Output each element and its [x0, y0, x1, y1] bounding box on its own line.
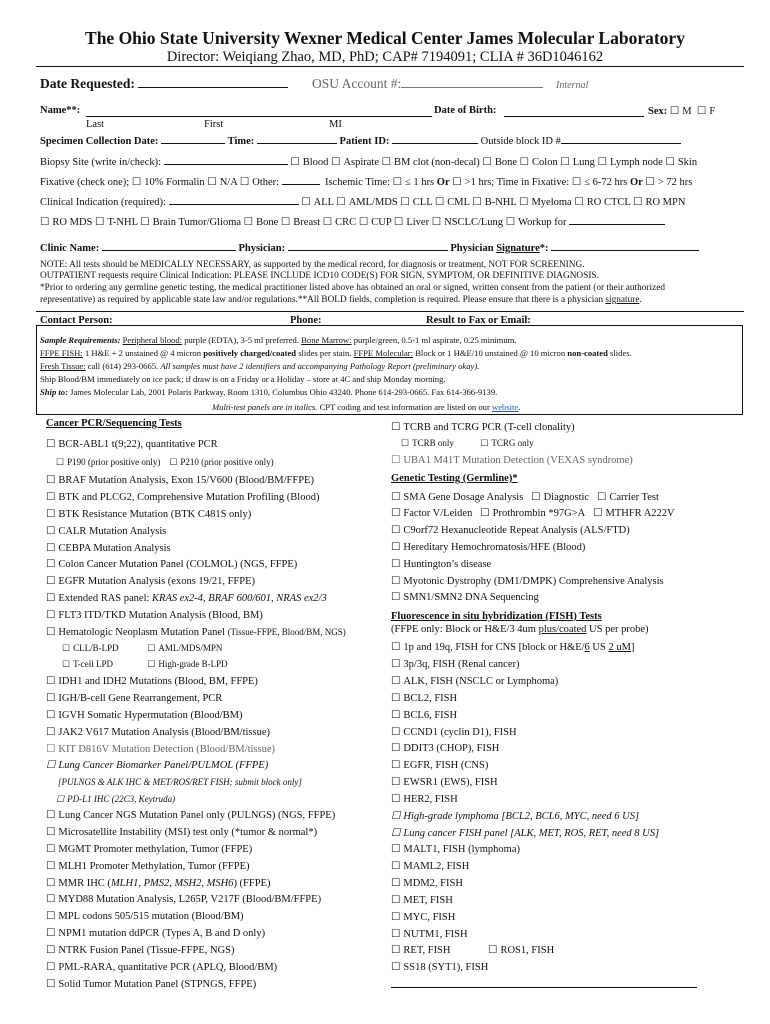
fix-gt72-checkbox[interactable] [645, 177, 657, 188]
outside-block-field[interactable] [561, 133, 681, 144]
clinical-indication-line-2: ☐ RO MDS ☐ T-NHL ☐ Brain Tumor/Glioma ☐ Bone ☐ Breast ☐ CRC ☐ CUP ☐ Liver ☐ NSCLC/Lung ☐ Workup for [40, 214, 665, 228]
test-ewsr1[interactable]: ☐ EWSR1 (EWS), FISH [391, 776, 498, 788]
test-flt3[interactable]: ☐ FLT3 ITD/TKD Mutation Analysis (Blood, BM) [46, 609, 263, 621]
test-lung-fish-panel[interactable]: ☐ Lung cancer FISH panel [ALK, MET, ROS, RET, need 8 US] [391, 827, 659, 839]
req-line-4: Ship Blood/BM immediately on ice pack; if draw is on a Friday or a Holiday – store at 4C and ship Monday morning. [40, 374, 446, 384]
req-line-3: Fresh Tissue: call (614) 293-0665. All samples must have 2 identifiers and accompanying Pathology Report (preliminary okay). [40, 361, 480, 371]
clin-aml-checkbox[interactable] [336, 197, 348, 208]
isch-gt1-checkbox[interactable] [452, 177, 464, 188]
hgb-checkbox[interactable] [147, 659, 158, 669]
physician-field[interactable] [288, 240, 448, 251]
fix-other-checkbox[interactable] [240, 177, 252, 188]
clinical-indication-line: Clinical Indication (required): ☐ ALL ☐ AML/MDS ☐ CLL ☐ CML ☐ B-NHL ☐ Myeloma ☐ RO CTCL ☐ RO MPN [40, 194, 685, 208]
test-extended-ras[interactable]: ☐ Extended RAS panel: KRAS ex2-4, BRAF 600/601, NRAS ex2/3 [46, 592, 327, 604]
test-hfe[interactable]: ☐ Hereditary Hemochromatosis/HFE (Blood) [391, 541, 585, 553]
test-smn[interactable]: ☐ SMN1/SMN2 DNA Sequencing [391, 591, 539, 603]
website-link[interactable]: website [492, 402, 519, 412]
test-huntington[interactable]: ☐ Huntington’s disease [391, 558, 491, 570]
fix-other-field[interactable] [282, 174, 320, 185]
tcell-checkbox[interactable] [62, 659, 73, 669]
test-jak2[interactable]: ☐ JAK2 V617 Mutation Analysis (Blood/BM/tissue) [46, 726, 270, 738]
aml-checkbox[interactable] [147, 643, 158, 653]
note-line-2: OUTPATIENT requests require Clinical Indication: PLEASE INCLUDE ICD10 CODE(S) FOR SIGN, SYMPTOM, OR DEFINITIVE DIAGNOSIS. [40, 271, 599, 281]
genetic-testing-heading: Genetic Testing (Germline)* [391, 473, 518, 484]
clin-ro-ctcl-checkbox[interactable] [574, 197, 586, 208]
lab-title: The Ohio State University Wexner Medical Center James Molecular Laboratory [85, 28, 685, 48]
checkbox[interactable] [391, 929, 403, 940]
test-egfr[interactable]: ☐ EGFR Mutation Analysis (exons 19/21, FFPE) [46, 575, 255, 587]
test-colon-panel[interactable]: ☐ Colon Cancer Mutation Panel (COLMOL) (NGS, FFPE) [46, 558, 297, 570]
fixative-line: Fixative (check one); ☐ 10% Formalin ☐ N/A ☐ Other: Ischemic Time: ☐ ≤ 1 hrs Or ☐ >1 hrs; Time in Fixative: ☐ ≤ 6-72 hrs Or ☐ > 72 hrs [40, 174, 692, 188]
clin-all-checkbox[interactable] [301, 197, 313, 208]
ros1-checkbox[interactable] [488, 945, 500, 956]
workup-field[interactable] [569, 214, 665, 225]
test-kit[interactable]: ☐ KIT D816V Mutation Detection (Blood/BM/tissue) [46, 743, 275, 755]
checkbox[interactable] [46, 710, 58, 721]
test-ss18[interactable]: ☐ SS18 (SYT1), FISH [391, 961, 488, 973]
clin-workup-checkbox[interactable] [506, 217, 518, 228]
test-mgmt[interactable]: ☐ MGMT Promoter methylation, Tumor (FFPE) [46, 843, 252, 855]
clin-nsclc-checkbox[interactable] [432, 217, 444, 228]
checkbox[interactable] [391, 455, 403, 466]
test-bcr-abl1[interactable]: ☐ BCR-ABL1 t(9;22), quantitative PCR [46, 438, 218, 450]
clin-tnhl-checkbox[interactable] [95, 217, 107, 228]
checkbox[interactable] [46, 627, 58, 638]
checkbox[interactable] [46, 509, 58, 520]
biopsy-skin-checkbox[interactable] [665, 157, 677, 168]
test-her2[interactable]: ☐ HER2, FISH [391, 793, 458, 805]
checkbox[interactable] [391, 861, 403, 872]
checkbox[interactable] [391, 525, 403, 536]
test-mlh1[interactable]: ☐ MLH1 Promoter Methylation, Tumor (FFPE) [46, 860, 249, 872]
checkbox[interactable] [391, 492, 403, 503]
clin-brain-checkbox[interactable] [140, 217, 152, 228]
test-npm1[interactable]: ☐ NPM1 mutation ddPCR (Types A, B and D only) [46, 927, 265, 939]
test-nutm1[interactable]: ☐ NUTM1, FISH [391, 928, 468, 940]
checkbox[interactable] [391, 508, 403, 519]
checkbox[interactable] [391, 777, 403, 788]
checkbox[interactable] [391, 794, 403, 805]
checkbox[interactable] [391, 912, 403, 923]
checkbox[interactable] [46, 593, 58, 604]
phone-label: Phone: [290, 315, 322, 326]
note-line-4: representative) as required by applicable state law and/or regulations.**All BOLD fields, completion is required. Please ensure that there is a physician signature. [40, 295, 642, 305]
test-sma[interactable]: ☐ SMA Gene Dosage Analysis ☐ Diagnostic ☐ Carrier Test [391, 491, 659, 503]
heme-sub-2: ☐ T-cell LPD ☐ High-grade B-LPD [62, 659, 228, 670]
checkbox[interactable] [46, 844, 58, 855]
clinic-name-field[interactable] [102, 240, 236, 251]
test-malt1[interactable]: ☐ MALT1, FISH (lymphoma) [391, 843, 520, 855]
checkbox[interactable] [391, 811, 403, 822]
checkbox[interactable] [46, 928, 58, 939]
test-myotonic[interactable]: ☐ Myotonic Dystrophy (DM1/DMPK) Comprehensive Analysis [391, 575, 664, 587]
tcrg-only-checkbox[interactable] [480, 438, 491, 448]
test-myd88[interactable]: ☐ MYD88 Mutation Analysis, L265P, V217F (Blood/BM/FFPE) [46, 893, 321, 905]
clin-ro-mds-checkbox[interactable] [40, 217, 52, 228]
internal-label: Internal [556, 80, 589, 91]
req-line-6: Multi-test panels are in italics. CPT coding and test information are listed on our website. [212, 402, 521, 412]
checkbox[interactable] [391, 727, 403, 738]
cll-checkbox[interactable] [62, 643, 73, 653]
checkbox[interactable] [391, 962, 403, 973]
checkbox[interactable] [391, 559, 403, 570]
sex-f-checkbox[interactable] [697, 106, 709, 117]
spec-date-field[interactable] [161, 133, 225, 144]
checkbox[interactable] [46, 693, 58, 704]
test-high-grade-lymphoma[interactable]: ☐ High-grade lymphoma [BCL2, BCL6, MYC, need 6 US] [391, 810, 639, 822]
test-met[interactable]: ☐ MET, FISH [391, 894, 453, 906]
checkbox[interactable] [391, 743, 403, 754]
checkbox[interactable] [46, 492, 58, 503]
test-ccnd1[interactable]: ☐ CCND1 (cyclin D1), FISH [391, 726, 517, 738]
fix-6-72-checkbox[interactable] [572, 177, 584, 188]
osu-account-label: OSU Account #: [312, 76, 543, 92]
checkbox[interactable] [391, 592, 403, 603]
clin-cml-checkbox[interactable] [435, 197, 447, 208]
dob-label: Date of Birth: [434, 105, 497, 116]
test-braf[interactable]: ☐ BRAF Mutation Analysis, Exon 15/V600 (Blood/BM/FFPE) [46, 474, 314, 486]
prothrombin-checkbox[interactable] [480, 508, 492, 519]
mthfr-checkbox[interactable] [593, 508, 605, 519]
osu-account-field[interactable] [401, 77, 543, 88]
checkbox[interactable] [46, 475, 58, 486]
biopsy-bone-checkbox[interactable] [482, 157, 494, 168]
checkbox[interactable] [46, 760, 58, 771]
test-igvh[interactable]: ☐ IGVH Somatic Hypermutation (Blood/BM) [46, 709, 242, 721]
signature-field[interactable] [551, 240, 699, 251]
p210-checkbox[interactable] [169, 457, 180, 467]
contact-person-label: Contact Person: [40, 315, 113, 326]
date-requested-field[interactable] [138, 77, 288, 88]
biopsy-blood-checkbox[interactable] [290, 157, 302, 168]
checkbox[interactable] [391, 828, 403, 839]
clin-ind-field[interactable] [169, 194, 299, 205]
req-line-2: FFPE FISH: 1 H&E + 2 unstained @ 4 micron positively charged/coated slides per stain. FFPE Molecular: Block or 1 H&E/10 unstained @ 10 micron non-coated slides. [40, 348, 632, 358]
checkbox[interactable] [46, 543, 58, 554]
checkbox[interactable] [46, 576, 58, 587]
test-idh[interactable]: ☐ IDH1 and IDH2 Mutations (Blood, BM, FFPE) [46, 675, 258, 687]
fish-heading: Fluorescence in situ hybridization (FISH) Tests [391, 611, 602, 622]
checkbox[interactable] [46, 945, 58, 956]
clin-cll-checkbox[interactable] [400, 197, 412, 208]
dob-field[interactable] [504, 106, 644, 117]
clin-cup-checkbox[interactable] [359, 217, 371, 228]
fix-na-checkbox[interactable] [207, 177, 219, 188]
isch-le1-checkbox[interactable] [393, 177, 405, 188]
checkbox[interactable] [46, 962, 58, 973]
test-mmr-ihc[interactable]: ☐ MMR IHC (MLH1, PMS2, MSH2, MSH6) (FFPE) [46, 877, 271, 889]
test-p190-p210: ☐ P190 (prior positive only) ☐ P210 (prior positive only) [56, 457, 274, 468]
sex-field-group: Sex: ☐ M ☐ F [648, 105, 715, 117]
test-msi[interactable]: ☐ Microsatellite Instability (MSI) test only (*tumor & normal*) [46, 826, 317, 838]
req-line-1: Sample Requirements: Peripheral blood: purple (EDTA), 3-5 ml preferred. Bone Marrow: purple/green, 0.5-1 ml aspirate, 0.25 minimum. [40, 335, 517, 345]
clin-myeloma-checkbox[interactable] [519, 197, 531, 208]
test-bcl2[interactable]: ☐ BCL2, FISH [391, 692, 457, 704]
test-btk-resistance[interactable]: ☐ BTK Resistance Mutation (BTK C481S only) [46, 508, 251, 520]
test-mpl[interactable]: ☐ MPL codons 505/515 mutation (Blood/BM) [46, 910, 244, 922]
fax-email-label: Result to Fax or Email: [426, 315, 531, 326]
fix-formalin-checkbox[interactable] [132, 177, 144, 188]
biopsy-colon-checkbox[interactable] [520, 157, 532, 168]
time-field[interactable] [257, 133, 337, 144]
checkbox[interactable] [46, 744, 58, 755]
p190-checkbox[interactable] [56, 457, 67, 467]
test-bcl6[interactable]: ☐ BCL6, FISH [391, 709, 457, 721]
clin-breast-checkbox[interactable] [281, 217, 293, 228]
checkbox[interactable] [46, 526, 58, 537]
tcr-sub: ☐ TCRB only ☐ TCRG only [401, 438, 534, 449]
sex-m-checkbox[interactable] [670, 106, 682, 117]
checkbox[interactable] [391, 844, 403, 855]
checkbox[interactable] [391, 642, 403, 653]
name-last-hint: Last [86, 119, 105, 130]
clin-liver-checkbox[interactable] [394, 217, 406, 228]
checkbox[interactable] [46, 676, 58, 687]
biopsy-lymph-node-checkbox[interactable] [598, 157, 610, 168]
pulngs-note: [PULNGS & ALK IHC & MET/ROS/RET FISH; submit block only] [58, 777, 302, 787]
test-maml2[interactable]: ☐ MAML2, FISH [391, 860, 469, 872]
checkbox[interactable] [46, 979, 58, 990]
header-rule [36, 66, 744, 67]
test-btk-plcg2[interactable]: ☐ BTK and PLCG2, Comprehensive Mutation Profiling (Blood) [46, 491, 319, 503]
biopsy-site-line: Biopsy Site (write in/check): ☐ Blood ☐ Aspirate ☐ BM clot (non-decal) ☐ Bone ☐ Colon ☐ Lung ☐ Lymph node ☐ Skin [40, 154, 697, 168]
checkbox[interactable] [391, 576, 403, 587]
test-c9orf72[interactable]: ☐ C9orf72 Hexanucleotide Repeat Analysis (ALS/FTD) [391, 524, 630, 536]
test-cebpa[interactable]: ☐ CEBPA Mutation Analysis [46, 542, 171, 554]
checkbox[interactable] [46, 878, 58, 889]
checkbox[interactable] [391, 710, 403, 721]
test-pml-rara[interactable]: ☐ PML-RARA, quantitative PCR (APLQ, Blood/BM) [46, 961, 277, 973]
test-tcrb-tcrg[interactable]: ☐ TCRB and TCRG PCR (T-cell clonality) [391, 421, 575, 433]
biopsy-lung-checkbox[interactable] [560, 157, 572, 168]
checkbox[interactable] [391, 542, 403, 553]
test-egfr-fish[interactable]: ☐ EGFR, FISH (CNS) [391, 759, 488, 771]
test-calr[interactable]: ☐ CALR Mutation Analysis [46, 525, 166, 537]
checkbox[interactable] [391, 422, 403, 433]
test-ret-ros1[interactable]: ☐ RET, FISH ☐ ROS1, FISH [391, 944, 554, 956]
heme-sub-1: ☐ CLL/B-LPD ☐ AML/MDS/MPN [62, 643, 222, 654]
checkbox[interactable] [391, 760, 403, 771]
checkbox[interactable] [46, 861, 58, 872]
test-pdl1[interactable]: ☐ PD-L1 IHC (22C3, Keytruda) [56, 794, 175, 805]
checkbox[interactable] [46, 610, 58, 621]
checkbox[interactable] [46, 810, 58, 821]
checkbox[interactable] [391, 659, 403, 670]
test-mdm2[interactable]: ☐ MDM2, FISH [391, 877, 463, 889]
test-3p3q[interactable]: ☐ 3p/3q, FISH (Renal cancer) [391, 658, 519, 670]
test-factor-v[interactable]: ☐ Factor V/Leiden ☐ Prothrombin *97G>A ☐ MTHFR A222V [391, 507, 675, 519]
checkbox[interactable] [46, 894, 58, 905]
name-field[interactable] [86, 106, 432, 117]
biopsy-bm-clot-checkbox[interactable] [382, 157, 394, 168]
checkbox[interactable] [391, 693, 403, 704]
clin-bone-checkbox[interactable] [244, 217, 256, 228]
test-uba1[interactable]: ☐ UBA1 M41T Mutation Detection (VEXAS syndrome) [391, 454, 633, 466]
test-solid-tumor[interactable]: ☐ Solid Tumor Mutation Panel (STPNGS, FFPE) [46, 978, 256, 990]
clin-crc-checkbox[interactable] [323, 217, 335, 228]
patient-id-field[interactable] [392, 133, 478, 144]
test-alk[interactable]: ☐ ALK, FISH (NSCLC or Lymphoma) [391, 675, 558, 687]
clin-bnhl-checkbox[interactable] [472, 197, 484, 208]
director-line: Director: Weiqiang Zhao, MD, PhD; CAP# 7194091; CLIA # 36D1046162 [166, 49, 604, 65]
carrier-checkbox[interactable] [597, 492, 609, 503]
checkbox[interactable] [391, 676, 403, 687]
test-igh[interactable]: ☐ IGH/B-cell Gene Rearrangement, PCR [46, 692, 222, 704]
specimen-line: Specimen Collection Date: Time: Patient ID: Outside block ID # [40, 133, 681, 147]
biopsy-site-field[interactable] [164, 154, 288, 165]
clin-ro-mpn-checkbox[interactable] [633, 197, 645, 208]
test-ddit3[interactable]: ☐ DDIT3 (CHOP), FISH [391, 742, 499, 754]
other-test-line[interactable] [391, 987, 697, 988]
test-lung-biomarker[interactable]: ☐ Lung Cancer Biomarker Panel/PULMOL (FFPE) [46, 759, 268, 771]
clinic-line: Clinic Name: Physician: Physician Signature*: [40, 240, 699, 254]
test-myc[interactable]: ☐ MYC, FISH [391, 911, 455, 923]
name-mi-hint: MI [329, 119, 342, 130]
notes-rule [36, 311, 744, 312]
note-line-1: NOTE: All tests should be MEDICALLY NECESSARY, as supported by the medical record, for diagnosis or treatment, NOT FOR SCREENING. [40, 260, 585, 270]
test-heme-panel[interactable]: ☐ Hematologic Neoplasm Mutation Panel (Tissue-FFPE, Blood/BM, NGS) [46, 626, 346, 638]
test-lung-ngs[interactable]: ☐ Lung Cancer NGS Mutation Panel only (PULNGS) (NGS, FFPE) [46, 809, 335, 821]
checkbox[interactable] [46, 911, 58, 922]
name-first-hint: First [204, 119, 224, 130]
test-ntrk[interactable]: ☐ NTRK Fusion Panel (Tissue-FFPE, NGS) [46, 944, 235, 956]
checkbox[interactable] [391, 895, 403, 906]
diagnostic-checkbox[interactable] [531, 492, 543, 503]
req-line-5: Ship to: James Molecular Lab, 2001 Polaris Parkway, Room 1310, Columbus Ohio 43240. Phone 614-293-0665. Fax 614-366-9139. [40, 387, 498, 397]
checkbox[interactable] [46, 827, 58, 838]
note-line-3: *Prior to ordering any germline genetic testing, the medical practitioner listed above has obtained an oral or signed, written consent from the patient (or their authorized [40, 283, 666, 293]
checkbox[interactable] [391, 878, 403, 889]
fish-note: (FFPE only: Block or H&E/3 4um plus/coated US per probe) [391, 624, 649, 635]
checkbox[interactable] [46, 727, 58, 738]
name-label: Name**: [40, 105, 81, 116]
cancer-pcr-heading: Cancer PCR/Sequencing Tests [46, 418, 182, 429]
biopsy-aspirate-checkbox[interactable] [331, 157, 343, 168]
test-1p19q[interactable]: ☐ 1p and 19q, FISH for CNS [block or H&E/6 US 2 uM] [391, 641, 634, 653]
checkbox[interactable] [56, 794, 67, 804]
checkbox[interactable] [391, 945, 403, 956]
checkbox[interactable] [46, 439, 58, 450]
date-requested-label: Date Requested: [40, 76, 288, 92]
tcrb-only-checkbox[interactable] [401, 438, 412, 448]
checkbox[interactable] [46, 559, 58, 570]
